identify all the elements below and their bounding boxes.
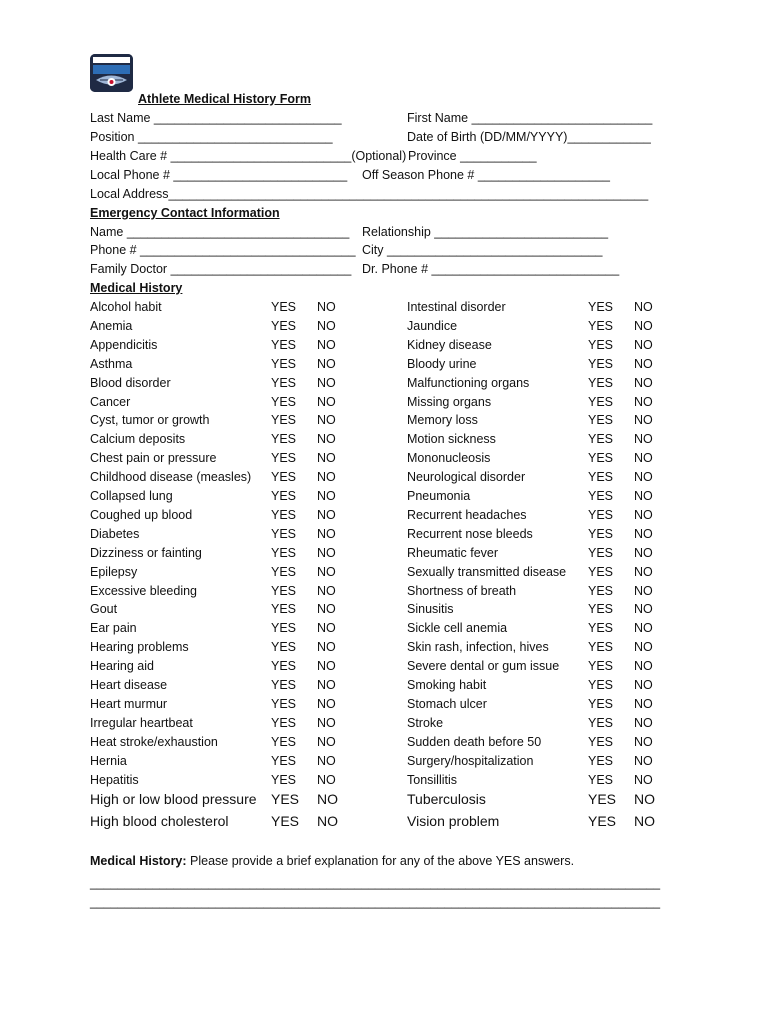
- yes-option-left[interactable]: YES: [271, 413, 297, 428]
- family-doctor-field[interactable]: Family Doctor __________________________: [90, 262, 352, 276]
- yes-option-right[interactable]: YES: [588, 564, 614, 579]
- no-option-left[interactable]: NO: [317, 715, 336, 730]
- yes-option-right[interactable]: YES: [588, 640, 614, 655]
- condition-row: [0, 298, 770, 317]
- yes-option-left[interactable]: YES: [271, 583, 297, 598]
- condition-label-left: Appendicitis: [90, 337, 158, 352]
- emergency-phone-field[interactable]: Phone # _______________________________: [90, 243, 356, 257]
- explanation-text: Please provide a brief explanation for any of the above YES answers.: [186, 854, 575, 868]
- condition-label-right: Motion sickness: [407, 432, 496, 447]
- condition-label-left: Hepatitis: [90, 772, 139, 787]
- off-season-phone-field[interactable]: Off Season Phone # ___________________: [362, 168, 610, 182]
- condition-label-left: Dizziness or fainting: [90, 545, 202, 560]
- no-option-right[interactable]: NO: [634, 507, 653, 522]
- condition-label-right: Shortness of breath: [407, 583, 517, 598]
- condition-row: [0, 393, 770, 412]
- yes-option-right[interactable]: YES: [588, 489, 614, 503]
- no-option-right[interactable]: NO: [634, 413, 653, 428]
- condition-label-right: Malfunctioning organs: [407, 375, 530, 390]
- yes-option-left[interactable]: YES: [271, 791, 300, 807]
- condition-label-right: Sinusitis: [407, 602, 454, 617]
- yes-option-left[interactable]: YES: [271, 678, 297, 692]
- condition-label-right: Stroke: [407, 715, 444, 730]
- no-option-right[interactable]: NO: [634, 470, 653, 485]
- no-option-right[interactable]: NO: [634, 621, 653, 636]
- yes-option-right[interactable]: YES: [588, 526, 614, 541]
- condition-label-right: Vision problem: [407, 813, 500, 829]
- condition-row: [0, 506, 770, 525]
- yes-option-left[interactable]: YES: [271, 507, 297, 522]
- condition-label-left: High or low blood pressure: [90, 791, 257, 807]
- no-option-right[interactable]: NO: [634, 545, 653, 560]
- yes-option-right[interactable]: YES: [588, 375, 614, 390]
- condition-label-right: Sudden death before 50: [407, 734, 542, 749]
- no-option-right[interactable]: NO: [634, 300, 653, 314]
- no-option-left[interactable]: NO: [317, 375, 336, 390]
- yes-option-right[interactable]: YES: [588, 715, 614, 730]
- no-option-right[interactable]: NO: [634, 337, 653, 352]
- yes-option-left[interactable]: YES: [271, 470, 297, 485]
- condition-label-left: Collapsed lung: [90, 489, 173, 503]
- condition-label-left: Cyst, tumor or growth: [90, 413, 210, 428]
- condition-row: [0, 733, 770, 752]
- no-option-left[interactable]: NO: [317, 451, 336, 466]
- no-option-right[interactable]: NO: [634, 791, 655, 807]
- yes-option-right[interactable]: YES: [588, 318, 614, 333]
- no-option-right[interactable]: NO: [634, 753, 653, 768]
- relationship-field[interactable]: Relationship _________________________: [362, 225, 609, 239]
- condition-row: [0, 657, 770, 676]
- yes-option-right[interactable]: YES: [588, 583, 614, 598]
- condition-label-right: Mononucleosis: [407, 451, 491, 466]
- yes-option-left[interactable]: YES: [271, 318, 297, 333]
- local-phone-field[interactable]: Local Phone # _________________________: [90, 168, 348, 182]
- no-option-left[interactable]: NO: [317, 791, 338, 807]
- condition-row: [0, 695, 770, 714]
- no-option-left[interactable]: NO: [317, 696, 336, 711]
- condition-label-left: Alcohol habit: [90, 300, 162, 314]
- no-option-left[interactable]: NO: [317, 659, 336, 674]
- no-option-left[interactable]: NO: [317, 772, 336, 787]
- condition-label-right: Rheumatic fever: [407, 545, 499, 560]
- condition-row: [0, 582, 770, 601]
- no-option-left[interactable]: NO: [317, 394, 336, 409]
- condition-label-left: Hearing aid: [90, 659, 154, 674]
- condition-label-left: Anemia: [90, 318, 133, 333]
- no-option-right[interactable]: NO: [634, 659, 653, 674]
- condition-row: [0, 525, 770, 544]
- condition-row: [0, 468, 770, 487]
- yes-option-left[interactable]: YES: [271, 394, 297, 409]
- condition-row: [0, 619, 770, 638]
- no-option-left[interactable]: NO: [317, 432, 336, 447]
- yes-option-left[interactable]: YES: [271, 715, 297, 730]
- condition-label-left: Diabetes: [90, 526, 140, 541]
- yes-option-right[interactable]: YES: [588, 356, 614, 371]
- yes-option-left[interactable]: YES: [271, 772, 297, 787]
- condition-row: [0, 752, 770, 771]
- no-option-left[interactable]: NO: [317, 640, 336, 655]
- explanation-prompt: [90, 853, 574, 869]
- yes-option-left[interactable]: YES: [271, 659, 297, 674]
- yes-option-right[interactable]: YES: [588, 545, 614, 560]
- no-option-left[interactable]: NO: [317, 813, 338, 829]
- yes-option-right[interactable]: YES: [588, 753, 614, 768]
- explanation-label: Medical History:: [90, 854, 187, 868]
- condition-row: [0, 638, 770, 657]
- condition-label-right: Severe dental or gum issue: [407, 659, 560, 674]
- yes-option-right[interactable]: YES: [588, 772, 614, 787]
- yes-option-right[interactable]: YES: [588, 432, 614, 447]
- no-option-right[interactable]: NO: [634, 734, 653, 749]
- condition-label-left: Heart murmur: [90, 696, 168, 711]
- yes-option-left[interactable]: YES: [271, 621, 297, 636]
- condition-row: [0, 430, 770, 449]
- no-option-left[interactable]: NO: [317, 337, 336, 352]
- no-option-right[interactable]: NO: [634, 583, 653, 598]
- condition-label-right: Recurrent nose bleeds: [407, 526, 533, 541]
- no-option-right[interactable]: NO: [634, 394, 653, 409]
- first-name-field[interactable]: First Name __________________________: [407, 111, 653, 125]
- no-option-left[interactable]: NO: [317, 526, 336, 541]
- emergency-contact-heading: Emergency Contact Information: [90, 206, 280, 220]
- no-option-left[interactable]: NO: [317, 356, 336, 371]
- no-option-left[interactable]: NO: [317, 753, 336, 768]
- yes-option-right[interactable]: YES: [588, 394, 614, 409]
- condition-row: [0, 449, 770, 468]
- condition-label-right: Sexually transmitted disease: [407, 564, 567, 579]
- no-option-right[interactable]: NO: [634, 813, 655, 829]
- no-option-left[interactable]: NO: [317, 470, 336, 485]
- yes-option-left[interactable]: YES: [271, 432, 297, 447]
- condition-row: [0, 600, 770, 619]
- condition-label-right: Smoking habit: [407, 678, 487, 692]
- condition-row: [0, 487, 770, 506]
- yes-option-right[interactable]: YES: [588, 659, 614, 674]
- condition-label-left: Ear pain: [90, 621, 137, 636]
- no-option-left[interactable]: NO: [317, 602, 336, 617]
- yes-option-right[interactable]: YES: [588, 734, 614, 749]
- yes-option-left[interactable]: YES: [271, 640, 297, 655]
- condition-label-right: Memory loss: [407, 413, 478, 428]
- yes-option-left[interactable]: YES: [271, 602, 297, 617]
- yes-option-right[interactable]: YES: [588, 507, 614, 522]
- condition-label-right: Intestinal disorder: [407, 300, 506, 314]
- yes-option-left[interactable]: YES: [271, 300, 297, 314]
- condition-label-left: Gout: [90, 602, 118, 617]
- no-option-right[interactable]: NO: [634, 451, 653, 466]
- condition-label-right: Kidney disease: [407, 337, 492, 352]
- condition-label-left: Hearing problems: [90, 640, 189, 655]
- yes-option-left[interactable]: YES: [271, 356, 297, 371]
- yes-option-left[interactable]: YES: [271, 564, 297, 579]
- condition-row: [0, 317, 770, 336]
- condition-label-left: Hernia: [90, 753, 127, 768]
- no-option-right[interactable]: NO: [634, 772, 653, 787]
- province-field[interactable]: Province ___________: [408, 149, 537, 163]
- no-option-right[interactable]: NO: [634, 356, 653, 371]
- condition-row: [0, 544, 770, 563]
- condition-label-right: Tonsillitis: [407, 772, 458, 787]
- medical-history-heading: Medical History: [90, 281, 183, 295]
- condition-label-right: Stomach ulcer: [407, 696, 487, 711]
- no-option-left[interactable]: NO: [317, 318, 336, 333]
- no-option-right[interactable]: NO: [634, 640, 653, 655]
- no-option-left[interactable]: NO: [317, 545, 336, 560]
- yes-option-right[interactable]: YES: [588, 678, 614, 692]
- condition-label-right: Surgery/hospitalization: [407, 753, 534, 768]
- no-option-left[interactable]: NO: [317, 507, 336, 522]
- yes-option-left[interactable]: YES: [271, 489, 297, 503]
- condition-label-left: Heart disease: [90, 678, 168, 692]
- condition-row: [0, 336, 770, 355]
- yes-option-right[interactable]: YES: [588, 602, 614, 617]
- yes-option-right[interactable]: YES: [588, 813, 617, 829]
- yes-option-left[interactable]: YES: [271, 734, 297, 749]
- condition-row: [0, 676, 770, 695]
- yes-option-left[interactable]: YES: [271, 545, 297, 560]
- yes-option-left[interactable]: YES: [271, 337, 297, 352]
- condition-label-right: Skin rash, infection, hives: [407, 640, 549, 655]
- condition-row: [0, 714, 770, 733]
- no-option-left[interactable]: NO: [317, 678, 336, 692]
- yes-option-left[interactable]: YES: [271, 375, 297, 390]
- yes-option-left[interactable]: YES: [271, 696, 297, 711]
- yes-option-right[interactable]: YES: [588, 696, 614, 711]
- no-option-right[interactable]: NO: [634, 526, 653, 541]
- no-option-left[interactable]: NO: [317, 489, 336, 503]
- no-option-left[interactable]: NO: [317, 564, 336, 579]
- local-address-field[interactable]: Local Address_____________________________________________________________________: [90, 187, 649, 201]
- condition-label-left: Irregular heartbeat: [90, 715, 193, 730]
- health-care-field[interactable]: Health Care # __________________________(Optional): [90, 149, 407, 163]
- no-option-left[interactable]: NO: [317, 734, 336, 749]
- position-field[interactable]: Position ____________________________: [90, 130, 333, 144]
- condition-label-left: Epilepsy: [90, 564, 138, 579]
- condition-label-left: Chest pain or pressure: [90, 451, 217, 466]
- yes-option-right[interactable]: YES: [588, 451, 614, 466]
- condition-row: [0, 771, 770, 790]
- condition-row: [0, 790, 770, 809]
- no-option-right[interactable]: NO: [634, 318, 653, 333]
- condition-row: [0, 563, 770, 582]
- condition-label-left: Heat stroke/exhaustion: [90, 734, 218, 749]
- condition-label-right: Missing organs: [407, 394, 492, 409]
- condition-label-right: Tuberculosis: [407, 791, 486, 807]
- date-of-birth-field[interactable]: Date of Birth (DD/MM/YYYY)____________: [407, 130, 651, 144]
- condition-label-left: Childhood disease (measles): [90, 470, 252, 485]
- yes-option-left[interactable]: YES: [271, 451, 297, 466]
- no-option-left[interactable]: NO: [317, 583, 336, 598]
- condition-label-right: Neurological disorder: [407, 470, 526, 485]
- doctor-phone-field[interactable]: Dr. Phone # ___________________________: [362, 262, 620, 276]
- last-name-field[interactable]: Last Name ___________________________: [90, 111, 342, 125]
- no-option-right[interactable]: NO: [634, 715, 653, 730]
- yes-option-right[interactable]: YES: [588, 470, 614, 485]
- yes-option-right[interactable]: YES: [588, 413, 614, 428]
- condition-label-left: Calcium deposits: [90, 432, 186, 447]
- yes-option-right[interactable]: YES: [588, 300, 614, 314]
- yes-option-right[interactable]: YES: [588, 337, 614, 352]
- condition-label-right: Bloody urine: [407, 356, 477, 371]
- yes-option-left[interactable]: YES: [271, 813, 300, 829]
- condition-label-right: Recurrent headaches: [407, 507, 527, 522]
- no-option-right[interactable]: NO: [634, 602, 653, 617]
- no-option-right[interactable]: NO: [634, 564, 653, 579]
- condition-label-left: Coughed up blood: [90, 507, 193, 522]
- city-field[interactable]: City _______________________________: [362, 243, 603, 257]
- condition-label-left: Blood disorder: [90, 375, 171, 390]
- yes-option-right[interactable]: YES: [588, 791, 617, 807]
- no-option-right[interactable]: NO: [634, 489, 653, 503]
- condition-row: [0, 812, 770, 831]
- no-option-right[interactable]: NO: [634, 678, 653, 692]
- condition-row: [0, 411, 770, 430]
- no-option-left[interactable]: NO: [317, 300, 336, 314]
- emergency-name-field[interactable]: Name ________________________________: [90, 225, 350, 239]
- condition-label-right: Pneumonia: [407, 489, 471, 503]
- condition-row: [0, 374, 770, 393]
- condition-label-right: Jaundice: [407, 318, 458, 333]
- yes-option-left[interactable]: YES: [271, 526, 297, 541]
- explanation-line-1[interactable]: __________________________________________________________________________________: [90, 876, 661, 890]
- no-option-left[interactable]: NO: [317, 413, 336, 428]
- no-option-right[interactable]: NO: [634, 696, 653, 711]
- no-option-right[interactable]: NO: [634, 375, 653, 390]
- yes-option-left[interactable]: YES: [271, 753, 297, 768]
- explanation-line-2[interactable]: __________________________________________________________________________________: [90, 895, 661, 909]
- yes-option-right[interactable]: YES: [588, 621, 614, 636]
- condition-label-left: Asthma: [90, 356, 133, 371]
- condition-label-right: Sickle cell anemia: [407, 621, 508, 636]
- condition-label-left: High blood cholesterol: [90, 813, 229, 829]
- football-alberta-logo: [90, 54, 133, 92]
- no-option-left[interactable]: NO: [317, 621, 336, 636]
- condition-row: [0, 355, 770, 374]
- no-option-right[interactable]: NO: [634, 432, 653, 447]
- condition-label-left: Excessive bleeding: [90, 583, 198, 598]
- form-title: Athlete Medical History Form: [138, 92, 311, 106]
- condition-label-left: Cancer: [90, 394, 131, 409]
